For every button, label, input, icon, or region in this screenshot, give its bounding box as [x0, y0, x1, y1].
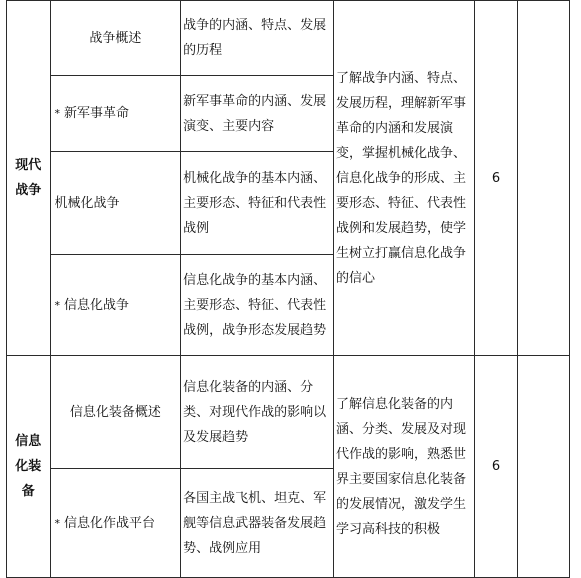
hours-cell — [474, 356, 518, 578]
elective-mark: * — [54, 516, 61, 530]
content-cell — [181, 152, 334, 255]
content-text: 新军事革命的内涵、发展演变、主要内容 — [183, 93, 327, 134]
topic-cell — [50, 152, 181, 255]
topic-cell — [50, 356, 181, 469]
hours-value: 6 — [491, 170, 501, 186]
topic-label: 信息化作战平台 — [64, 515, 156, 531]
topic-label: 机械化战争 — [54, 195, 120, 211]
content-cell — [181, 76, 334, 152]
unit-title: 信息化装备 — [15, 434, 42, 499]
elective-mark: * — [54, 107, 61, 120]
content-text: 信息化战争的基本内涵、主要形态、特征、代表性战例，战争形态发展趋势 — [183, 272, 327, 338]
table-row — [7, 1, 570, 76]
content-cell — [181, 1, 334, 76]
empty-cell — [518, 1, 570, 356]
goal-text: 了解信息化装备的内涵、分类、发展及对现代作战的影响，熟悉世界主要国家信息化装备的发展情况，激发学生学习高科技的积极 — [336, 396, 467, 537]
content-cell — [181, 255, 334, 356]
goal-cell — [334, 1, 475, 356]
goal-cell — [334, 356, 475, 578]
table-row — [7, 356, 570, 469]
unit-cell — [7, 356, 51, 578]
empty-cell — [518, 356, 570, 578]
topic-cell — [50, 76, 181, 152]
curriculum-table — [6, 0, 570, 578]
topic-cell — [50, 1, 181, 76]
topic-label: 战争概述 — [89, 30, 142, 46]
topic-label: 信息化战争 — [64, 297, 130, 313]
topic-cell — [50, 469, 181, 578]
unit-cell — [7, 1, 51, 356]
elective-mark: * — [54, 298, 61, 312]
unit-title: 现代战争 — [15, 158, 42, 198]
topic-cell — [50, 255, 181, 356]
topic-label: 信息化装备概述 — [69, 404, 161, 420]
content-text: 机械化战争的基本内涵、主要形态、特征和代表性战例 — [183, 170, 327, 236]
hours-cell — [474, 1, 518, 356]
goal-text: 了解战争内涵、特点、发展历程，理解新军事革命的内涵和发展演变，掌握机械化战争、信息化战争的形成、主要形态、特征、代表性战例和发展趋势，使学生树立打赢信息化战争的信心 — [336, 70, 467, 286]
topic-label: 新军事革命 — [64, 106, 130, 121]
content-text: 战争的内涵、特点、发展的历程 — [183, 18, 327, 58]
hours-value: 6 — [491, 459, 501, 474]
content-text: 信息化装备的内涵、分类、对现代作战的影响以及发展趋势 — [183, 379, 327, 445]
content-cell — [181, 469, 334, 578]
content-cell — [181, 356, 334, 469]
content-text: 各国主战飞机、坦克、军舰等信息武器装备发展趋势、战例应用 — [183, 490, 327, 556]
